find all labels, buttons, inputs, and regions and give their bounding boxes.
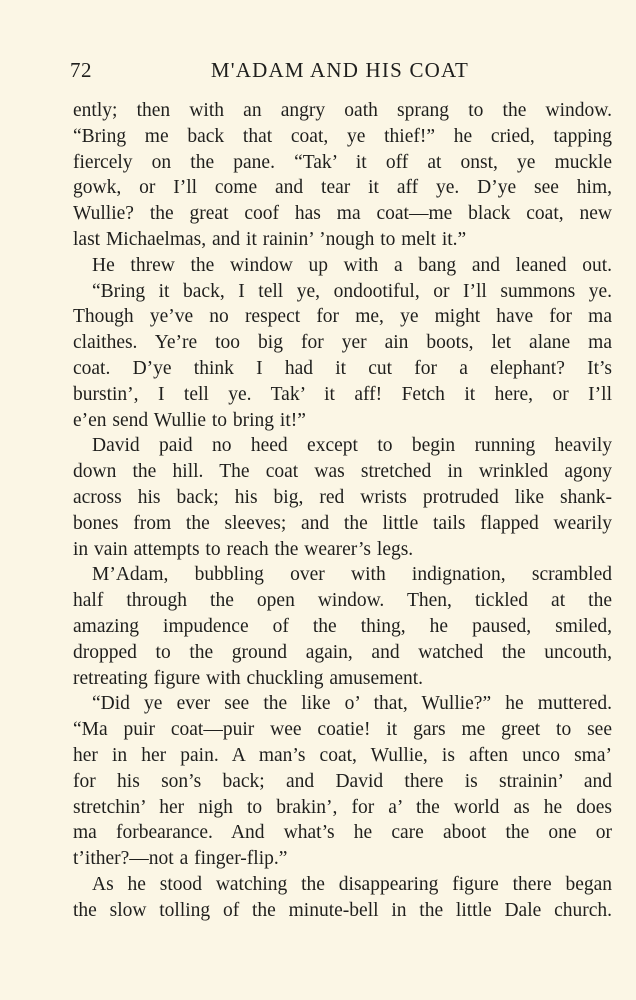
text-line: for his son’s back; and David there is strainin’ and [73, 770, 612, 792]
text-line: e’en send Wullie to bring it!” [73, 409, 306, 431]
text-line: gowk, or I’ll come and tear it aff ye. D’ye see him, [73, 177, 612, 199]
text-line: dropped to the ground again, and watched the uncouth, [73, 641, 612, 663]
text-line: t’ither?—not a finger-flip.” [73, 848, 288, 870]
text-line: the slow tolling of the minute-bell in the little Dale church. [73, 899, 612, 921]
text-line: half through the open window. Then, tickled at the [73, 590, 612, 612]
page-number: 72 [70, 58, 92, 82]
text-line: retreating figure with chuckling amusement. [73, 667, 424, 689]
text-line: “Did ye ever see the like o’ that, Wullie?” he muttered. [92, 693, 612, 715]
page-header [70, 58, 610, 92]
text-line: ma forbearance. And what’s he care aboot the one or [73, 822, 612, 844]
text-line: “Bring it back, I tell ye, ondootiful, or I’ll summons ye. [92, 280, 612, 302]
text-line: amazing impudence of the thing, he paused, smiled, [73, 615, 612, 637]
running-head: M'ADAM AND HIS COAT [210, 58, 470, 82]
text-line: down the hill. The coat was stretched in wrinkled agony [73, 461, 612, 483]
text-line: He threw the window up with a bang and leaned out. [92, 254, 612, 276]
text-line: across his back; his big, red wrists protruded like shank- [73, 486, 612, 508]
text-line: M’Adam, bubbling over with indignation, scrambled [92, 564, 612, 586]
text-line: fiercely on the pane. “Tak’ it off at onst, ye muckle [73, 151, 612, 173]
text-line: her in her pain. A man’s coat, Wullie, is aften unco sma’ [73, 744, 612, 766]
text-line: As he stood watching the disappearing figure there began [92, 873, 612, 895]
text-line: in vain attempts to reach the wearer’s legs. [73, 538, 414, 560]
text-line: “Ma puir coat—puir wee coatie! it gars me greet to see [73, 719, 612, 741]
text-line: burstin’, I tell ye. Tak’ it aff! Fetch it here, or I’ll [73, 383, 612, 405]
body-text [73, 98, 612, 924]
text-line: Though ye’ve no respect for me, ye might have for ma [73, 306, 612, 328]
text-line: coat. D’ye think I had it cut for a elephant? It’s [73, 357, 612, 379]
text-line: stretchin’ her nigh to brakin’, for a’ the world as he does [73, 796, 612, 818]
text-line: ently; then with an angry oath sprang to the window. [73, 100, 612, 121]
text-line: last Michaelmas, and it rainin’ ’nough to melt it.” [73, 228, 467, 250]
text-line: claithes. Ye’re too big for yer ain boots, let alane ma [73, 332, 612, 354]
text-line: bones from the sleeves; and the little tails flapped wearily [73, 512, 612, 534]
text-line: Wullie? the great coof has ma coat—me black coat, new [73, 203, 612, 225]
text-line: David paid no heed except to begin running heavily [92, 435, 612, 457]
text-line: “Bring me back that coat, ye thief!” he cried, tapping [73, 125, 612, 147]
